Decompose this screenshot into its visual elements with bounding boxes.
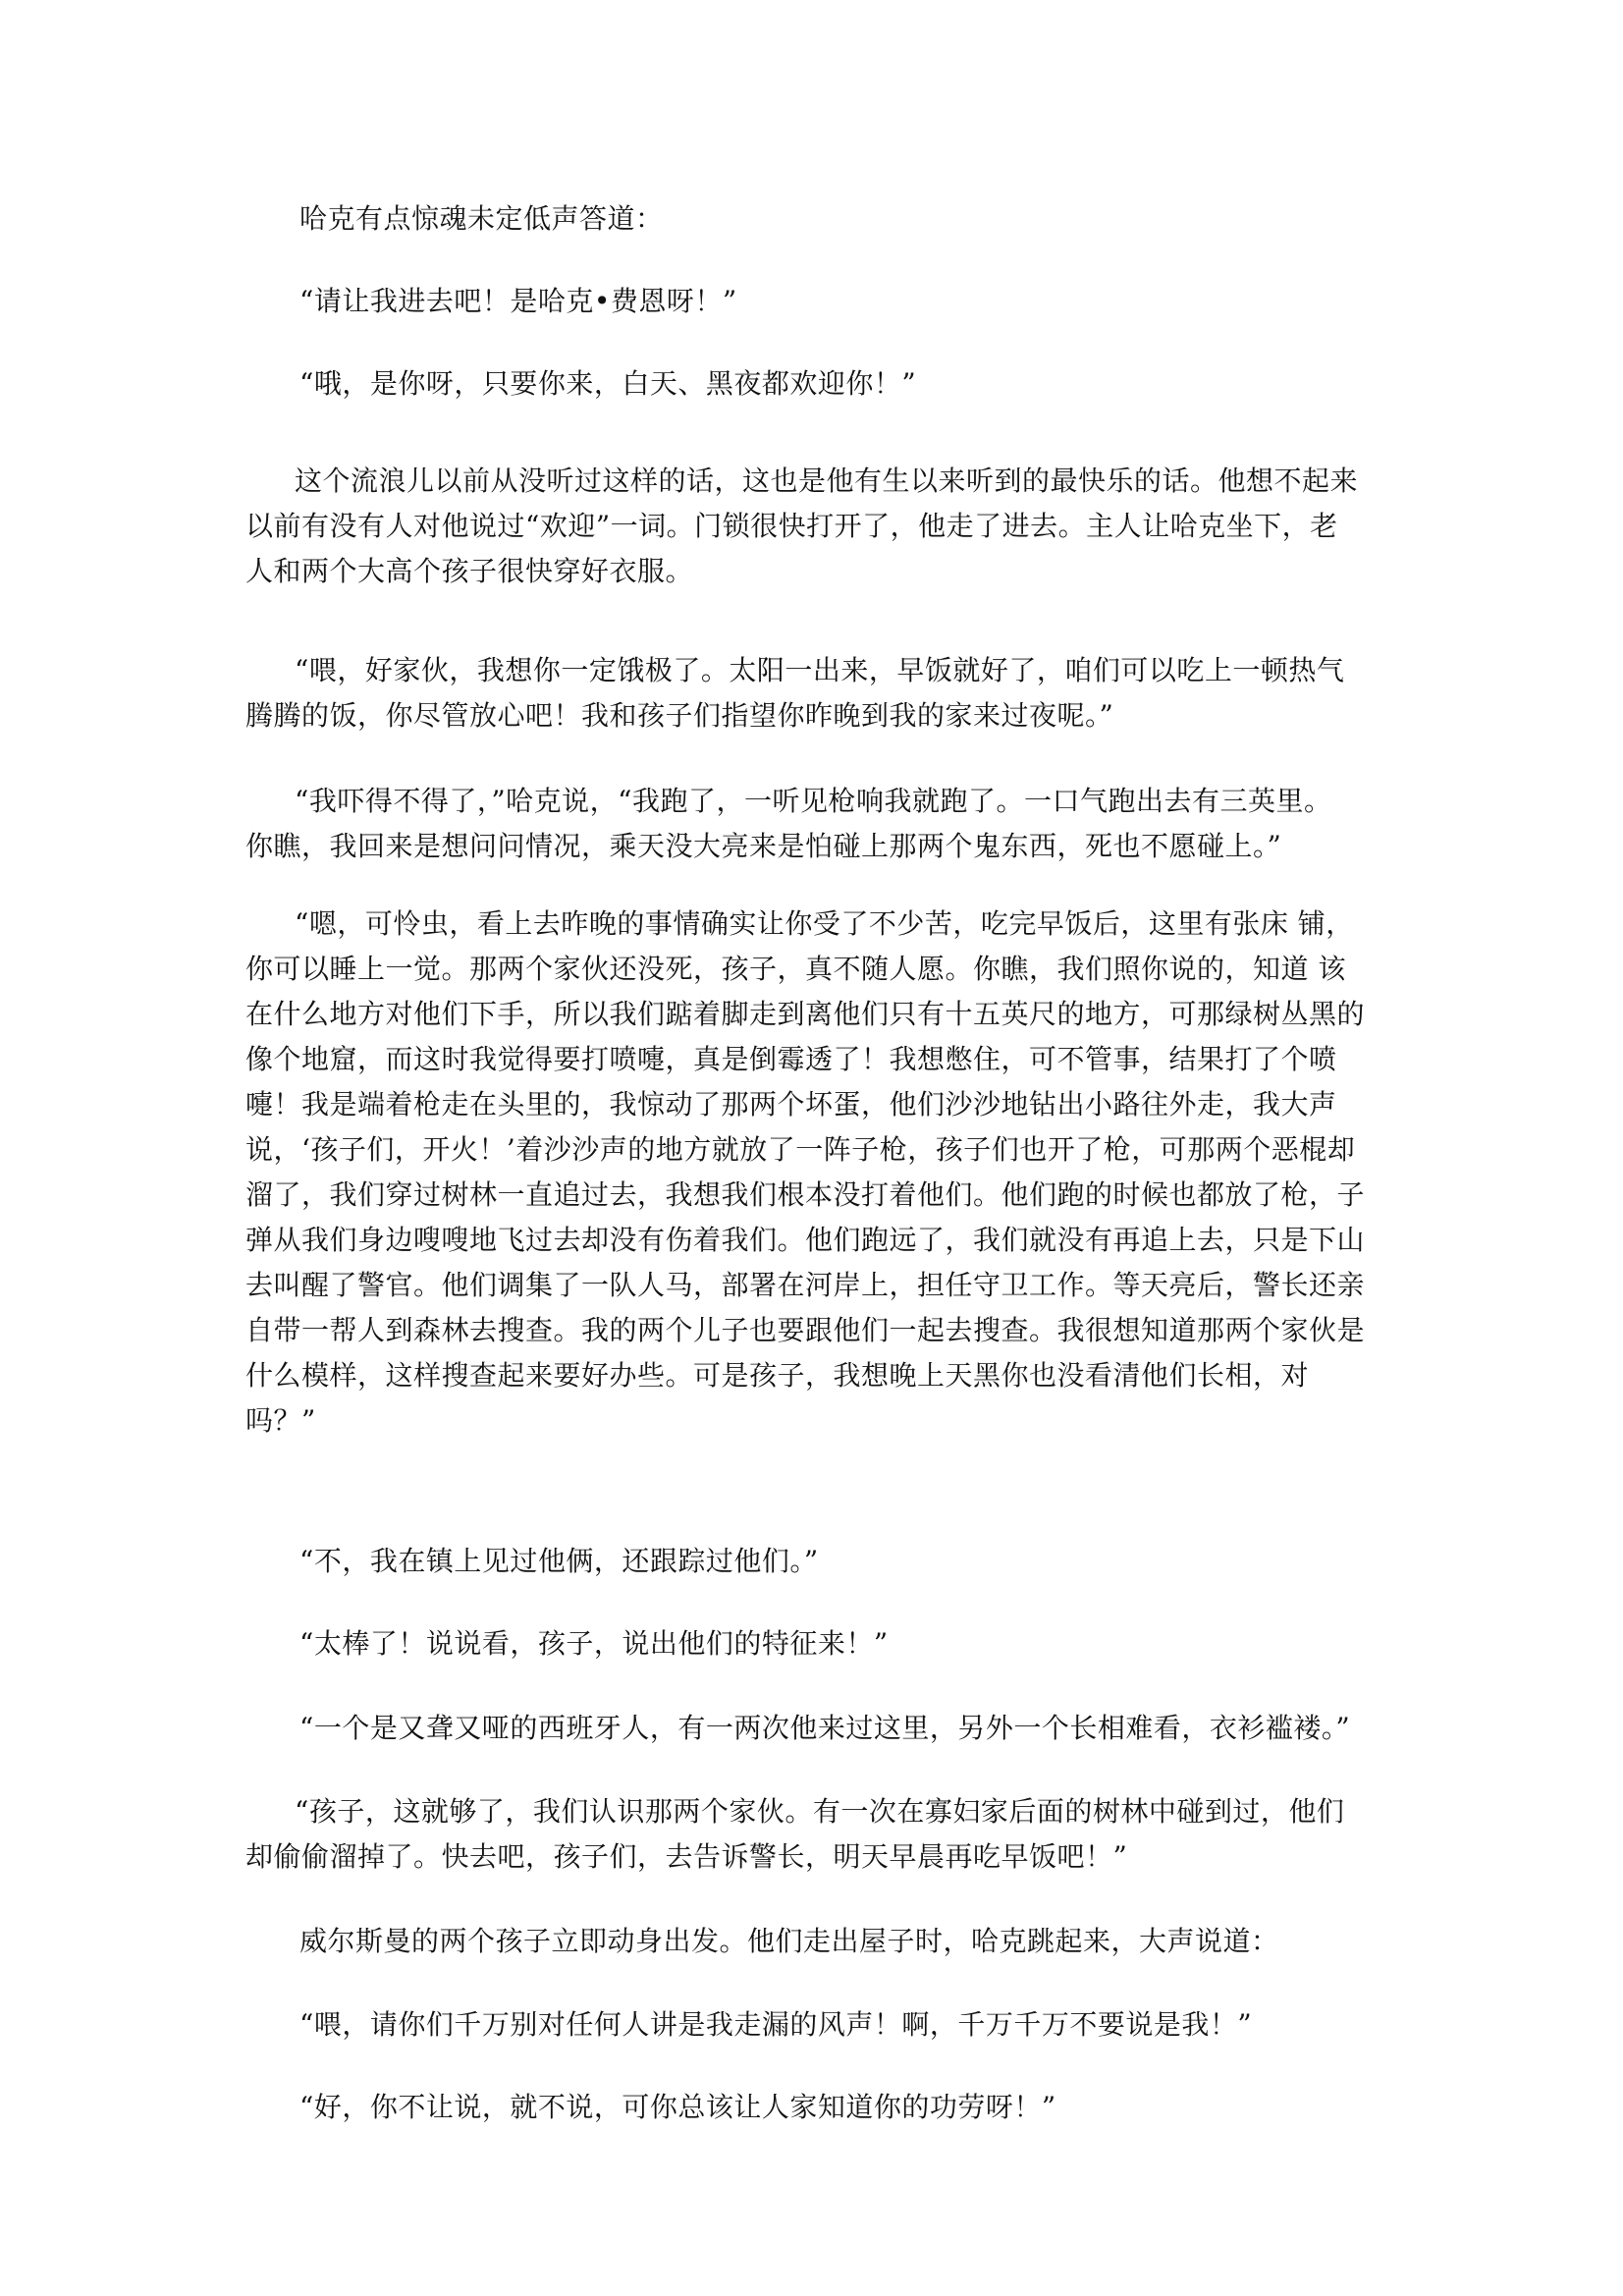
text-line: “喂，好家伙，我想你一定饿极了。太阳一出来，早饭就好了，咱们可以吃上一顿热气 — [295, 654, 1345, 686]
text-line: 却偷偷溜掉了。快去吧，孩子们，去告诉警长，明天早晨再吃早饭吧！” — [245, 1840, 1128, 1873]
text-line: “不，我在镇上见过他俩，还跟踪过他们。” — [299, 1545, 819, 1577]
text-line: “一个是又聋又哑的西班牙人，有一两次他来过这里，另外一个长相难看，衣衫褴褛。” — [299, 1712, 1351, 1744]
text-line: 吗？” — [245, 1404, 316, 1437]
text-line: 去叫醒了警官。他们调集了一队人马，部署在河岸上，担任守卫工作。等天亮后，警长还亲 — [245, 1269, 1366, 1301]
text-line: 腾腾的饭，你尽管放心吧！我和孩子们指望你昨晚到我的家来过夜呢。” — [245, 699, 1114, 732]
text-line: 像个地窟，而这时我觉得要打喷嚏，真是倒霉透了！我想憋住，可不管事，结果打了个喷 — [245, 1043, 1337, 1075]
text-line: “孩子，这就够了，我们认识那两个家伙。有一次在寡妇家后面的树林中碰到过，他们 — [295, 1795, 1345, 1828]
text-line: 你可以睡上一觉。那两个家伙还没死，孩子，真不随人愿。你瞧，我们照你说的，知道 该 — [245, 953, 1346, 985]
text-line: 你瞧，我回来是想问问情况，乘天没大亮来是怕碰上那两个鬼东西，死也不愿碰上。” — [245, 830, 1282, 862]
text-line: 哈克有点惊魂未定低声答道： — [299, 202, 664, 235]
text-line: 这个流浪儿以前从没听过这样的话，这也是他有生以来听到的最快乐的话。他想不起来 — [295, 465, 1359, 497]
text-line: 什么模样，这样搜查起来要好办些。可是孩子，我想晚上天黑你也没看清他们长相，对 — [245, 1359, 1310, 1392]
text-line: 说，‘孩子们，开火！’着沙沙声的地方就放了一阵子枪，孩子们也开了枪，可那两个恶棍却 — [245, 1133, 1356, 1166]
text-line: “哦，是你呀，只要你来，白天、黑夜都欢迎你！” — [299, 367, 917, 400]
text-line: “我吓得不得了，”哈克说，“我跑了，一听见枪响我就跑了。一口气跑出去有三英里。 — [295, 785, 1332, 817]
text-line: 以前有没有人对他说过“欢迎”一词。门锁很快打开了，他走了进去。主人让哈克坐下，老 — [245, 510, 1338, 542]
text-line: 溜了，我们穿过树林一直追过去，我想我们根本没打着他们。他们跑的时候也都放了枪，子 — [245, 1178, 1366, 1211]
text-line: “喂，请你们千万别对任何人讲是我走漏的风声！啊，千万千万不要说是我！” — [299, 2008, 1253, 2041]
text-line: “请让我进去吧！是哈克•费恩呀！” — [299, 285, 737, 317]
text-line: “嗯，可怜虫，看上去昨晚的事情确实让你受了不少苦，吃完早饭后，这里有张床 铺， — [295, 907, 1354, 940]
text-line: “好，你不让说，就不说，可你总该让人家知道你的功劳呀！” — [299, 2091, 1056, 2123]
text-line: 自带一帮人到森林去搜查。我的两个儿子也要跟他们一起去搜查。我很想知道那两个家伙是 — [245, 1314, 1366, 1346]
text-line: 嚏！我是端着枪走在头里的，我惊动了那两个坏蛋，他们沙沙地钻出小路往外走，我大声 — [245, 1088, 1337, 1121]
text-line: “太棒了！说说看，孩子，说出他们的特征来！” — [299, 1627, 889, 1660]
text-line: 弹从我们身边嗖嗖地飞过去却没有伤着我们。他们跑远了，我们就没有再追上去，只是下山 — [245, 1224, 1366, 1256]
text-line: 人和两个大高个孩子很快穿好衣服。 — [245, 555, 694, 587]
text-line: 在什么地方对他们下手，所以我们踮着脚走到离他们只有十五英尺的地方，可那绿树丛黑的 — [245, 998, 1366, 1030]
text-line: 威尔斯曼的两个孩子立即动身出发。他们走出屋子时，哈克跳起来，大声说道： — [299, 1925, 1279, 1957]
